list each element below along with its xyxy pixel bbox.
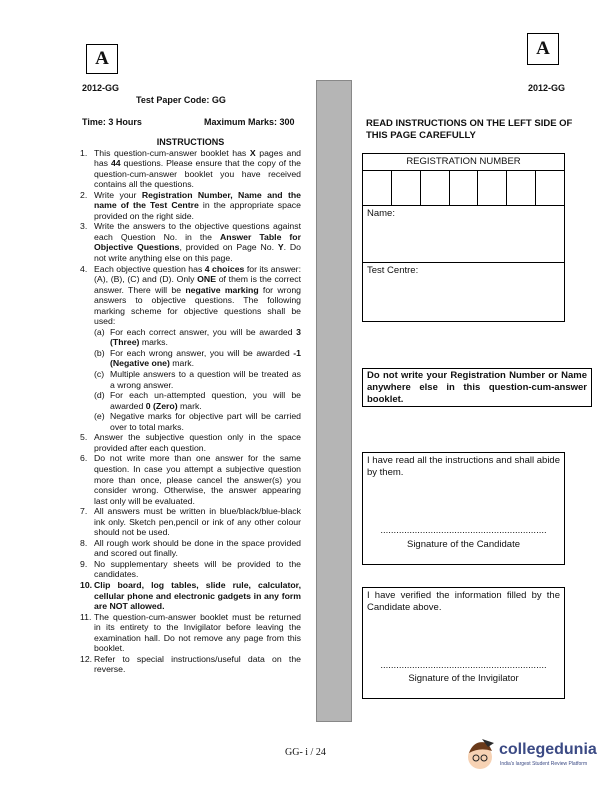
instruction-number: 5. [80, 432, 88, 443]
instruction-text: The question-cum-answer booklet must be returned in its entirety to the Invigilator before leaving the examination hall. Do not remove any page from this booklet. [94, 611, 301, 654]
instruction-item [80, 411, 301, 432]
instruction-text: Do not write more than one answer for the same question. In case you attempt a subjective question more than once, please cancel the answer(s) you consider wrong. Otherwise, the answer appearing last only will be evaluated. [94, 453, 301, 506]
instruction-item [80, 190, 301, 222]
instruction-text: Answer the subjective question only in the space provided after each question. [94, 432, 301, 453]
notice-box: Do not write your Registration Number or Name anywhere else in this question-cum-answer booklet. [362, 368, 592, 407]
reg-digit-box[interactable] [478, 171, 507, 205]
instruction-item [80, 654, 301, 675]
instruction-number: (d) [94, 390, 105, 401]
logo-tagline: India's largest Student Review Platform [500, 761, 588, 767]
candidate-signature-label: Signature of the Candidate [406, 539, 521, 550]
instruction-item [80, 148, 301, 190]
instruction-number: (b) [94, 347, 105, 358]
instruction-number: 10. [80, 579, 93, 590]
reg-digit-box[interactable] [392, 171, 421, 205]
instruction-item [80, 264, 301, 327]
instruction-number: 9. [80, 558, 88, 569]
instruction-item [80, 369, 301, 390]
instruction-text: No supplementary sheets will be provided to the candidates. [94, 558, 301, 580]
instruction-text: Each objective question has 4 choices for its answer: (A), (B), (C) and (D). Only ONE of them is the correct answer. There will be negative marking for wrong answers to objective questions. The following marking scheme for objective questions shall be used: [94, 263, 301, 327]
test-paper-code: Test Paper Code: GG [136, 95, 226, 105]
instruction-text: All rough work should be done in the space provided and scored out finally. [94, 537, 301, 559]
instruction-number: 4. [80, 263, 88, 274]
instruction-item [80, 580, 301, 612]
instruction-number: (e) [94, 411, 105, 422]
instruction-item [80, 390, 301, 411]
reg-digit-box[interactable] [507, 171, 536, 205]
mascot-icon [466, 737, 496, 773]
instruction-text: Refer to special instructions/useful data on the reverse. [94, 653, 301, 675]
invigilator-signature-line[interactable]: ............................................................... [380, 660, 547, 671]
reg-digit-box[interactable] [450, 171, 479, 205]
version-box-left: A [86, 44, 118, 74]
reg-digit-box[interactable] [421, 171, 450, 205]
collegedunia-logo [466, 737, 606, 777]
test-centre-label: Test Centre: [367, 265, 419, 276]
candidate-signature-line[interactable]: ............................................................... [380, 525, 547, 536]
instruction-item [80, 538, 301, 559]
instruction-text: Clip board, log tables, slide rule, calculator, cellular phone and electronic gadgets in any form are NOT allowed. [94, 579, 301, 612]
registration-form [362, 153, 565, 322]
instruction-item [80, 432, 301, 453]
paper-code-left: 2012-GG [82, 83, 120, 93]
instruction-item [80, 612, 301, 654]
registration-number-boxes[interactable] [363, 171, 564, 206]
instruction-number: 12. [80, 653, 93, 664]
candidate-declaration-box [362, 452, 565, 565]
instruction-number: 11. [80, 611, 92, 622]
instruction-text: All answers must be written in blue/black/blue-black ink only. Sketch pen,pencil or ink of any other colour should not be used. [94, 506, 301, 538]
logo-name: collegedunia [499, 741, 597, 758]
instruction-number: (c) [94, 369, 105, 380]
instruction-text: This question-cum-answer booklet has X pages and has 44 questions. Please ensure that the copy of the question-cum-answer booklet you have received contains all the questions. [94, 147, 302, 190]
instruction-text: Multiple answers to a question will be treated as a wrong answer. [110, 369, 301, 390]
page-number: GG- i / 24 [285, 747, 326, 758]
instruction-item [80, 327, 301, 348]
instruction-item [80, 506, 301, 538]
instruction-text: Write the answers to the objective questions against each Question No. in the Answer Table for Objective Questions, provided on Page No. Y. Do not write anything else on this page. [94, 221, 301, 264]
name-label: Name: [367, 208, 395, 219]
invigilator-signature-label: Signature of the Invigilator [408, 673, 519, 684]
instruction-item [80, 221, 301, 263]
instruction-number: (a) [94, 326, 105, 337]
reg-digit-box[interactable] [363, 171, 392, 205]
paper-code-right: 2012-GG [528, 83, 566, 93]
instruction-item [80, 559, 301, 580]
instruction-item [80, 453, 301, 506]
binding-margin [316, 80, 352, 722]
candidate-declaration: I have read all the instructions and shall abide by them. [367, 455, 560, 478]
instruction-number: 2. [80, 189, 88, 200]
instruction-number: 3. [80, 221, 88, 232]
instructions [80, 137, 301, 675]
invigilator-declaration-box [362, 587, 565, 699]
instruction-text: For each un-attempted question, you will be awarded 0 (Zero) mark. [110, 390, 301, 411]
instruction-number: 8. [80, 537, 88, 548]
instruction-number: 7. [80, 506, 88, 517]
read-instructions-note: READ INSTRUCTIONS ON THE LEFT SIDE OF THIS PAGE CAREFULLY [366, 118, 573, 141]
instruction-item [80, 348, 301, 369]
reg-digit-box[interactable] [536, 171, 564, 205]
registration-number-label: REGISTRATION NUMBER [363, 154, 564, 171]
invigilator-declaration: I have verified the information filled by the Candidate above. [367, 590, 560, 613]
name-field[interactable] [363, 206, 564, 263]
instruction-number: 1. [80, 147, 88, 158]
version-box-right: A [527, 33, 559, 65]
instruction-text: For each wrong answer, you will be awarded -1 (Negative one) mark. [110, 347, 301, 369]
instruction-number: 6. [80, 453, 88, 464]
time: Time: 3 Hours [82, 117, 142, 127]
instructions-title: INSTRUCTIONS [156, 137, 225, 147]
instruction-text: For each correct answer, you will be awarded 3 (Three) marks. [110, 326, 301, 348]
max-marks: Maximum Marks: 300 [204, 117, 295, 127]
test-centre-field[interactable] [363, 263, 564, 278]
instruction-text: Negative marks for objective part will be carried over to total marks. [110, 411, 301, 432]
instruction-text: Write your Registration Number, Name and the name of the Test Centre in the appropriate space provided on the right side. [94, 189, 301, 221]
